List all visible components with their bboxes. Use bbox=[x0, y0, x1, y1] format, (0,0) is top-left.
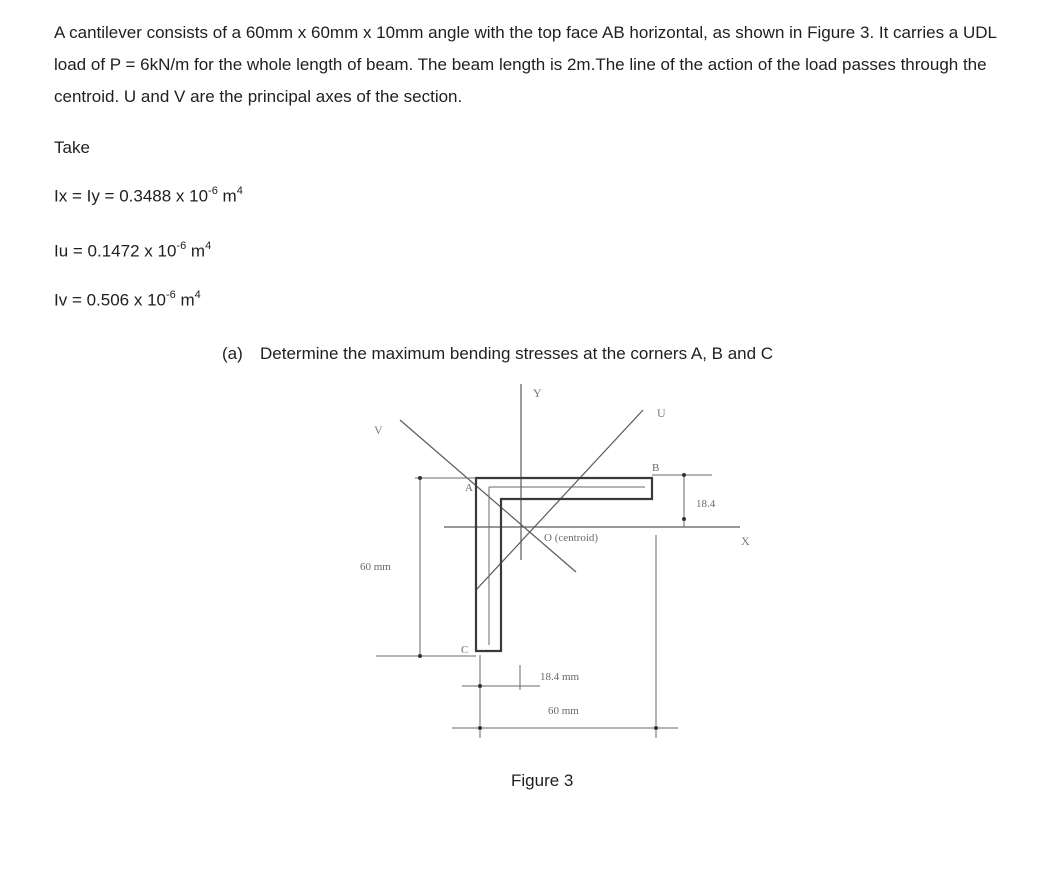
dim-height-top-dot bbox=[418, 476, 422, 480]
equation-iv-text: Iv = 0.506 x 10 bbox=[54, 290, 166, 310]
question-label: (a) bbox=[222, 344, 243, 363]
figure-caption: Figure 3 bbox=[511, 771, 574, 790]
centroid-label: O (centroid) bbox=[544, 532, 599, 544]
dim-centroid-y-label: 18.4 bbox=[696, 498, 716, 510]
equation-ix-unit-exponent: 4 bbox=[236, 185, 243, 197]
u-axis-label: U bbox=[657, 406, 666, 420]
dim-centroid-y-bottom-dot bbox=[682, 517, 686, 521]
take-heading: Take bbox=[54, 138, 90, 157]
dim-width-label: 60 mm bbox=[548, 705, 579, 717]
point-c-label: C bbox=[461, 644, 469, 656]
dim-height-bottom-dot bbox=[418, 654, 422, 658]
dim-centroid-x-label: 18.4 mm bbox=[540, 671, 580, 683]
question-text: Determine the maximum bending stresses at the corners A, B and C bbox=[260, 344, 774, 363]
dim-width-right-dot bbox=[654, 726, 658, 730]
equation-ix-exponent: -6 bbox=[208, 185, 218, 197]
problem-statement: A cantilever consists of a 60mm x 60mm x 10mm angle with the top face AB horizontal, as shown in Figure 3. It carries a UDL load of P = 6kN/m for the whole length of beam. The beam length is 2m.The line of the action of the load passes through the centroid. U and V are the principal axes of the section. bbox=[54, 23, 997, 106]
equation-iv-exponent: -6 bbox=[166, 289, 176, 301]
v-axis-label: V bbox=[374, 423, 383, 437]
equation-iu-text: Iu = 0.1472 x 10 bbox=[54, 241, 177, 261]
v-axis-line bbox=[400, 420, 576, 572]
dim-centroid-x-dot bbox=[478, 684, 482, 688]
y-axis-label: Y bbox=[533, 386, 542, 400]
dim-centroid-y-top-dot bbox=[682, 473, 686, 477]
equation-iu-unit-exponent: 4 bbox=[205, 240, 212, 252]
equation-iu-exponent: -6 bbox=[176, 240, 187, 252]
point-b-label: B bbox=[652, 462, 660, 474]
equation-ix-unit: m bbox=[217, 186, 237, 206]
dim-height-label: 60 mm bbox=[360, 561, 391, 573]
dim-width-left-dot bbox=[478, 726, 482, 730]
point-a-label: A bbox=[465, 482, 473, 494]
equation-iv-unit-exponent: 4 bbox=[194, 289, 201, 301]
equation-ix-text: Ix = Iy = 0.3488 x 10 bbox=[54, 186, 209, 206]
x-axis-label: X bbox=[741, 534, 750, 548]
angle-inner-outline bbox=[489, 487, 645, 645]
angle-section-outline bbox=[476, 478, 652, 651]
equation-iv-unit: m bbox=[175, 290, 195, 310]
equation-iu-unit: m bbox=[186, 241, 206, 261]
